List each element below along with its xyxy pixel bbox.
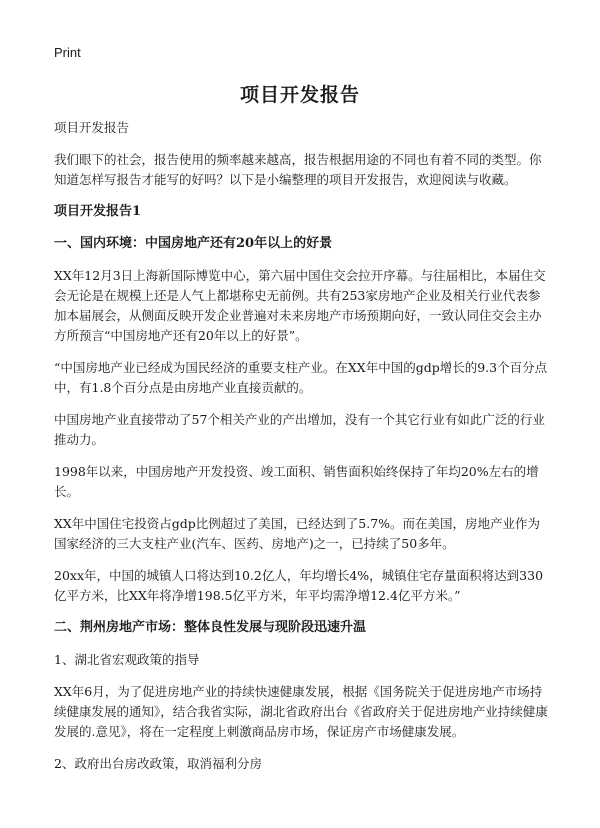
report-heading: 项目开发报告1 xyxy=(54,204,142,219)
paragraph: 1998年以来，中国房地产开发投资、竣工面积、销售面积始终保持了年均20%左右的增长。 xyxy=(54,464,539,499)
section-heading-1: 一、国内环境：中国房地产还有20年以上的好景 xyxy=(54,236,333,251)
document-title: 项目开发报告 xyxy=(239,84,360,106)
paragraph: 20xx年，中国的城镇人口将达到10.2亿人，年均增长4%，城镇住宅存量面积将达到330亿平方米，比XX年将净增198.5亿平方米，年平均需净增12.4亿平方米。” xyxy=(54,568,544,603)
paragraph: XX年中国住宅投资占gdp比例超过了美国，已经达到了5.7%。而在美国，房地产业作为国家经济的三大支柱产业(汽车、医药、房地产)之一，已持续了50多年。 xyxy=(54,516,541,551)
paragraph: XX年6月，为了促进房地产业的持续快速健康发展，根据《国务院关于促进房地产市场持续健康发展的通知》，结合我省实际，湖北省政府出台《省政府关于促进房地产业持续健康发展的.意见》，将在一定程度上刺激商品房市场，保证房产市场健康发展。 xyxy=(54,684,548,739)
subsection-heading: 1、湖北省宏观政策的指导 xyxy=(54,652,200,667)
print-link[interactable]: Print xyxy=(54,45,81,60)
paragraph: 中国房地产业直接带动了57个相关产业的产出增加，没有一个其它行业有如此广泛的行业推动力。 xyxy=(54,412,545,447)
section-heading-2: 二、荆州房地产市场：整体良性发展与现阶段迅速升温 xyxy=(54,620,367,635)
paragraph: XX年12月3日上海新国际博览中心，第六届中国住交会拉开序幕。与往届相比，本届住交会无论是在规模上还是人气上都堪称史无前例。共有253家房地产企业及相关行业代表参加本届展会，从侧面反映开发企业普遍对未来房地产市场预期向好，一致认同住交会主办方所预言“中国房地产还有20年以上的好景”。 xyxy=(54,268,546,343)
intro-paragraph: 我们眼下的社会，报告使用的频率越来越高，报告根据用途的不同也有着不同的类型。你知道怎样写报告才能写的好吗？以下是小编整理的项目开发报告，欢迎阅读与收藏。 xyxy=(54,152,542,187)
document-subtitle: 项目开发报告 xyxy=(54,120,130,135)
paragraph: “中国房地产业已经成为国民经济的重要支柱产业。在XX年中国的gdp增长的9.3个百分点中，有1.8个百分点是由房地产业直接贡献的。 xyxy=(54,360,548,395)
document-body xyxy=(54,118,548,786)
subsection-heading: 2、政府出台房改政策，取消福利分房 xyxy=(54,756,262,771)
